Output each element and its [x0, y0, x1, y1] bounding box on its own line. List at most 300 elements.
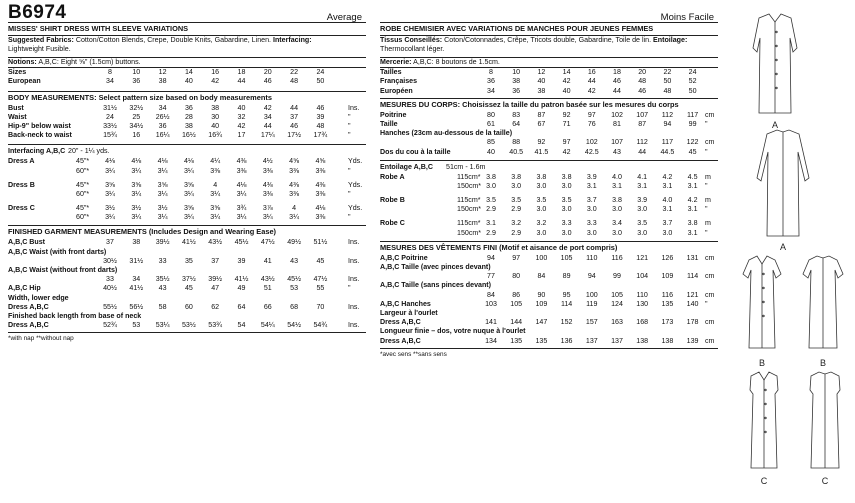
table-cell: 3⅜ [210, 166, 221, 175]
table-cell: 2.9 [486, 205, 496, 214]
table-cell: 173 [661, 318, 674, 327]
table-cell: 52¾ [103, 321, 117, 330]
table-cell: 138 [636, 336, 649, 345]
table-cell: 86 [512, 290, 521, 299]
table-cell: 4⅜ [262, 180, 273, 189]
fabric-width: 150cm* [457, 205, 482, 214]
table-cell: 3.0 [612, 205, 622, 214]
table-cell: 43½ [208, 238, 223, 247]
table-cell: 3⅜ [262, 189, 273, 198]
table-cell: 3¼ [131, 189, 142, 198]
table-cell: 100 [585, 290, 598, 299]
table-cell: 112 [661, 110, 674, 119]
table-row [8, 266, 366, 275]
table-cell: 3¼ [262, 213, 273, 222]
table-cell: 8 [489, 68, 493, 77]
table-cell: 3.0 [586, 228, 597, 237]
table-row [380, 281, 718, 290]
table-cell: 95 [562, 290, 571, 299]
table-cell: 31½ [103, 103, 117, 112]
table-cell: 40 [537, 77, 546, 86]
table-cell: 3⅜ [236, 166, 247, 175]
table-cell: 3.0 [561, 205, 572, 214]
table-row [8, 284, 366, 293]
table-cell: 77 [487, 272, 495, 281]
table-cell: 33 [106, 275, 114, 284]
table-cell: 3.0 [536, 205, 547, 214]
table-cell: 54¼ [260, 321, 275, 330]
table-cell: 42 [562, 77, 571, 86]
table-cell: 40 [184, 77, 193, 86]
table-cell: 4⅜ [315, 180, 326, 189]
table-cell: 92 [537, 138, 546, 147]
unit-label: " [705, 181, 708, 190]
unit-label: " [348, 284, 351, 293]
table-cell: 16 [587, 68, 596, 77]
row-label: Robe C [380, 219, 405, 228]
table-cell: 30½ [103, 256, 117, 265]
table-cell: 94 [487, 253, 495, 262]
table-cell: 121 [636, 253, 649, 262]
table-cell: 4⅛ [131, 157, 142, 166]
table-cell: 85 [487, 138, 495, 147]
table-cell: 16½ [181, 131, 196, 140]
table-cell: 52 [688, 77, 697, 86]
dress-b-front-sketch [743, 256, 781, 348]
table-cell: 144 [510, 318, 523, 327]
table-cell: 43 [158, 284, 167, 293]
row-label: Finished back length from base of neck [8, 311, 142, 320]
table-cell: 97 [512, 253, 521, 262]
unit-label: cm [705, 138, 715, 147]
table-cell: 3.1 [612, 181, 622, 190]
table-cell: 3.8 [511, 172, 522, 181]
table-cell: 33½ [103, 121, 117, 130]
table-cell: 48 [316, 121, 325, 130]
unit-label: cm [705, 336, 715, 345]
table-cell: 3.2 [536, 219, 547, 228]
fabric-width: 115cm* [457, 219, 481, 228]
table-cell: 121 [686, 290, 699, 299]
table-cell: 152 [560, 318, 573, 327]
table-row [8, 257, 366, 266]
table-cell: 3¼ [105, 189, 115, 198]
table-cell: 4⅝ [289, 157, 300, 166]
table-cell: 99 [688, 119, 697, 128]
table-cell: 17¾ [313, 131, 328, 140]
table-cell: 55 [316, 284, 325, 293]
unit-label: Ins. [348, 275, 360, 284]
table-cell: 39 [316, 112, 325, 121]
table-cell: 46 [290, 121, 299, 130]
table-cell: 81 [613, 119, 621, 128]
table-row [380, 120, 718, 129]
table-cell: 114 [560, 299, 573, 308]
row-label: Waist [8, 112, 27, 121]
unit-label: m [705, 172, 711, 181]
table-cell: 4.2 [662, 172, 673, 181]
table-cell: 80 [487, 110, 495, 119]
row-label: Tailles [380, 68, 402, 77]
sketch-label-c-back: C [821, 476, 829, 486]
fabric-width: 45"* [76, 180, 90, 189]
table-cell: 87 [537, 110, 546, 119]
table-cell: 34½ [129, 121, 144, 130]
table-cell: 38 [184, 121, 193, 130]
table-cell: 39½ [155, 238, 170, 247]
table-cell: 50 [663, 77, 672, 86]
table-row [380, 318, 718, 327]
table-row [380, 87, 718, 96]
sketch-label-c: C [760, 476, 768, 486]
table-cell: 33 [158, 256, 167, 265]
table-cell: 3.1 [637, 181, 648, 190]
table-cell: 42 [237, 121, 246, 130]
table-cell: 61 [487, 119, 495, 128]
table-cell: 116 [611, 253, 623, 262]
row-label: A,B,C Poitrine [380, 253, 428, 262]
table-cell: 53¾ [208, 321, 223, 330]
table-cell: 37 [290, 112, 299, 121]
table-cell: 38 [537, 86, 546, 95]
table-cell: 110 [586, 253, 598, 262]
table-cell: 139 [686, 336, 699, 345]
table-cell: 4⅜ [289, 180, 300, 189]
row-label: A,B,C Hip [8, 284, 41, 293]
table-cell: 18 [613, 68, 621, 77]
table-row [380, 229, 718, 238]
fabric-yardage-table [8, 157, 366, 222]
table-cell: 89 [562, 272, 571, 281]
table-cell: 147 [535, 318, 548, 327]
table-cell: 45 [316, 256, 325, 265]
table-row [8, 238, 366, 247]
table-cell: 24 [106, 112, 114, 121]
table-cell: 3¼ [183, 166, 194, 175]
row-label: Dress A,B,C [380, 318, 421, 327]
table-cell: 3¼ [105, 166, 115, 175]
table-cell: 34 [487, 86, 495, 95]
unit-label: Ins. [348, 256, 360, 265]
table-cell: 64 [512, 119, 521, 128]
table-row [8, 167, 366, 176]
table-cell: 3.5 [486, 196, 496, 205]
table-cell: 53¼ [155, 321, 170, 330]
table-cell: 40½ [103, 284, 117, 293]
table-cell: 39 [237, 256, 246, 265]
table-cell: 20 [263, 68, 272, 77]
table-cell: 3.0 [637, 228, 648, 237]
table-cell: 3.1 [687, 228, 698, 237]
table-cell: 46 [638, 86, 647, 95]
sketch-label-b-back: B [819, 358, 827, 368]
table-row [8, 204, 366, 213]
table-cell: 42 [211, 77, 220, 86]
table-cell: 30 [211, 112, 220, 121]
table-cell: 39½ [208, 275, 223, 284]
unit-label: " [348, 213, 351, 222]
table-cell: 41½ [234, 275, 249, 284]
table-cell: 42 [587, 86, 596, 95]
table-cell: 41½ [181, 238, 196, 247]
interfacing-yardage: Interfacing A,B,C 20" - 1¼ yds. [8, 147, 110, 156]
row-label: A,B,C Waist (with front darts) [8, 247, 107, 256]
fabrics-line: Suggested Fabrics: Cotton/Cotton Blends, Crepe, Double Knits, Gabardine, Linen. Interfacing: [8, 36, 312, 44]
table-cell: 14 [562, 68, 571, 77]
table-cell: 35½ [155, 275, 170, 284]
table-cell: 41.5 [534, 147, 549, 156]
table-row [8, 131, 366, 140]
table-cell: 3.5 [637, 219, 648, 228]
table-cell: 35 [184, 256, 193, 265]
row-label: Width, lower edge [8, 293, 69, 302]
finished-measurements-title: FINISHED GARMENT MEASUREMENTS (Includes Design and Wearing Ease) [8, 227, 277, 237]
finished-measurements-table-fr [380, 254, 718, 346]
table-row [8, 104, 366, 113]
table-cell: 3.9 [637, 196, 648, 205]
table-row [380, 68, 718, 77]
row-label: Dress A [8, 157, 35, 166]
table-cell: 3.1 [586, 181, 597, 190]
table-cell: 41 [263, 256, 272, 265]
table-row [380, 129, 718, 138]
table-row [380, 300, 718, 309]
table-cell: 12 [537, 68, 546, 77]
table-cell: 3½ [157, 204, 168, 213]
table-cell: 3⅜ [262, 166, 273, 175]
fabric-width: 60"* [76, 213, 90, 222]
table-cell: 16 [211, 68, 220, 77]
table-cell: 87 [638, 119, 647, 128]
body-measurements-table [8, 104, 366, 141]
unit-label: Ins. [348, 302, 360, 311]
table-cell: 94 [587, 272, 596, 281]
table-cell: 140 [686, 299, 699, 308]
table-cell: 4⅛ [105, 157, 115, 166]
table-cell: 3⅝ [131, 180, 142, 189]
table-cell: 126 [661, 253, 674, 262]
unit-label: " [705, 119, 708, 128]
row-label: Dress B [8, 180, 35, 189]
table-cell: 103 [485, 299, 497, 308]
fabrics-line-fr: Tissus Conseillés: Coton/Cotonnades, Crêpe, Tricots double, Gabardine, Toile de lin. Entoilage: [380, 36, 688, 44]
table-cell: 4⅛ [183, 157, 194, 166]
table-cell: 3.3 [561, 219, 572, 228]
table-cell: 45 [688, 147, 697, 156]
table-cell: 3.8 [486, 172, 496, 181]
table-cell: 22 [663, 68, 672, 77]
table-cell: 2.9 [511, 228, 522, 237]
table-cell: 70 [316, 302, 325, 311]
row-label: A,B,C Taille (avec pinces devant) [380, 263, 491, 272]
fabric-width: 115cm* [457, 172, 481, 181]
table-row [8, 294, 366, 303]
table-row [380, 148, 718, 157]
table-cell: 84 [487, 290, 495, 299]
unit-label: " [348, 131, 351, 140]
table-row [380, 173, 718, 182]
table-cell: 24 [316, 68, 325, 77]
unit-label: cm [705, 290, 715, 299]
table-cell: 3⅝ [105, 180, 115, 189]
table-cell: 56½ [129, 302, 144, 311]
table-cell: 37½ [181, 275, 196, 284]
table-cell: 55½ [103, 302, 117, 311]
sketch-label-a-back: A [779, 242, 787, 252]
sizes-table-fr [380, 68, 718, 96]
table-cell: 3⅝ [183, 180, 194, 189]
table-cell: 3.8 [536, 172, 547, 181]
fabric-width: 45"* [76, 157, 90, 166]
table-cell: 43 [290, 256, 299, 265]
row-label: Robe A [380, 172, 405, 181]
table-row [380, 263, 718, 272]
table-cell: 42 [263, 103, 272, 112]
sketch-label-a: A [771, 120, 779, 130]
table-cell: 48 [663, 86, 672, 95]
row-label: A,B,C Bust [8, 238, 46, 247]
table-cell: 4.0 [662, 196, 673, 205]
row-label: Européen [380, 86, 413, 95]
table-cell: 3⅝ [157, 180, 168, 189]
fabric-yardage-table-fr [380, 173, 718, 238]
table-cell: 46 [316, 103, 325, 112]
table-cell: 3⅝ [183, 204, 194, 213]
table-cell: 135 [535, 336, 548, 345]
table-cell: 4½ [262, 157, 273, 166]
table-cell: 3⅝ [210, 204, 221, 213]
table-cell: 3.8 [612, 196, 622, 205]
table-cell: 10 [512, 68, 521, 77]
table-cell: 3⅜ [289, 166, 300, 175]
table-cell: 135 [661, 299, 674, 308]
table-row [8, 157, 366, 166]
table-cell: 168 [636, 318, 649, 327]
table-cell: 15¾ [103, 131, 117, 140]
table-cell: 138 [661, 336, 674, 345]
table-cell: 48 [638, 77, 647, 86]
table-cell: 40 [211, 121, 220, 130]
unit-label: " [705, 147, 708, 156]
table-row [8, 275, 366, 284]
table-cell: 4⅛ [157, 157, 168, 166]
nap-footnote-fr: *avec sens **sans sens [380, 350, 447, 358]
table-cell: 112 [636, 138, 648, 147]
table-cell: 34 [106, 77, 114, 86]
table-cell: 45½ [234, 238, 249, 247]
table-cell: 3.5 [511, 196, 522, 205]
table-cell: 17¼ [260, 131, 275, 140]
table-cell: 47½ [313, 275, 328, 284]
table-cell: 3¼ [183, 213, 194, 222]
fabric-width: 115cm* [457, 196, 481, 205]
finished-measurements-table [8, 238, 366, 330]
table-cell: 3.8 [561, 172, 572, 181]
table-cell: 122 [686, 138, 699, 147]
table-cell: 3¼ [236, 189, 247, 198]
table-row [8, 213, 366, 222]
table-cell: 38 [211, 103, 220, 112]
table-cell: 110 [636, 290, 648, 299]
table-cell: 38 [132, 238, 141, 247]
table-cell: 3.8 [687, 219, 698, 228]
pattern-number: B6974 [8, 2, 67, 23]
unit-label: Ins. [348, 321, 360, 330]
row-label: Back-neck to waist [8, 131, 72, 140]
unit-label: " [348, 112, 351, 121]
table-cell: 44 [263, 121, 272, 130]
table-cell: 3¼ [105, 213, 115, 222]
table-cell: 64 [237, 302, 246, 311]
table-cell: 10 [132, 68, 141, 77]
table-row [8, 248, 366, 257]
table-row [380, 196, 718, 205]
table-cell: 3⅜ [289, 189, 300, 198]
table-cell: 14 [184, 68, 193, 77]
table-cell: 135 [510, 336, 523, 345]
table-row [380, 77, 718, 86]
row-label: Dress A,B,C [380, 336, 421, 345]
table-cell: 38 [158, 77, 167, 86]
table-cell: 3.5 [536, 196, 547, 205]
table-cell: 40 [562, 86, 571, 95]
table-cell: 137 [611, 336, 623, 345]
table-cell: 20 [638, 68, 647, 77]
interfacing-line: Lightweight Fusible. [8, 45, 71, 54]
unit-label: Yds. [348, 204, 363, 213]
row-label: Dress A,B,C [8, 321, 49, 330]
table-cell: 36 [158, 121, 167, 130]
body-measurements-title: BODY MEASUREMENTS: Select pattern size based on body measurements [8, 92, 272, 102]
table-cell: 99 [613, 272, 621, 281]
notions-line: Notions: A,B,C: Eight ⅝" (1.5cm) buttons. [8, 57, 141, 66]
table-cell: 3¾ [236, 204, 247, 213]
table-row [8, 77, 366, 86]
table-cell: 3⅜ [315, 166, 326, 175]
table-cell: 53 [290, 284, 299, 293]
table-row [380, 337, 718, 346]
unit-label: Ins. [348, 238, 360, 247]
table-cell: 32 [237, 112, 246, 121]
table-cell: 49½ [287, 238, 301, 247]
table-cell: 92 [562, 110, 571, 119]
interfacing-line-fr: Thermocollant léger. [380, 45, 445, 54]
table-cell: 3.0 [486, 181, 496, 190]
table-cell: 17½ [287, 131, 301, 140]
dress-a-back-sketch [757, 130, 809, 236]
table-cell: 4⅜ [236, 157, 247, 166]
row-label: Largeur à l'ourlet [380, 308, 438, 317]
unit-label: " [348, 121, 351, 130]
table-cell: 3.0 [536, 228, 547, 237]
unit-label: cm [705, 318, 715, 327]
table-cell: 80 [512, 272, 521, 281]
row-label: Dress C [8, 204, 35, 213]
body-measurements-table-fr [380, 111, 718, 157]
table-row [380, 219, 718, 228]
unit-label: " [705, 205, 708, 214]
table-cell: 4⅝ [315, 157, 326, 166]
table-cell: 104 [636, 272, 649, 281]
table-cell: 3¼ [131, 213, 142, 222]
table-cell: 16¼ [155, 131, 170, 140]
table-cell: 54 [237, 321, 246, 330]
row-label: Robe B [380, 196, 405, 205]
sizes-table [8, 68, 366, 86]
table-cell: 3¼ [183, 189, 194, 198]
table-row [380, 291, 718, 300]
table-cell: 109 [535, 299, 548, 308]
